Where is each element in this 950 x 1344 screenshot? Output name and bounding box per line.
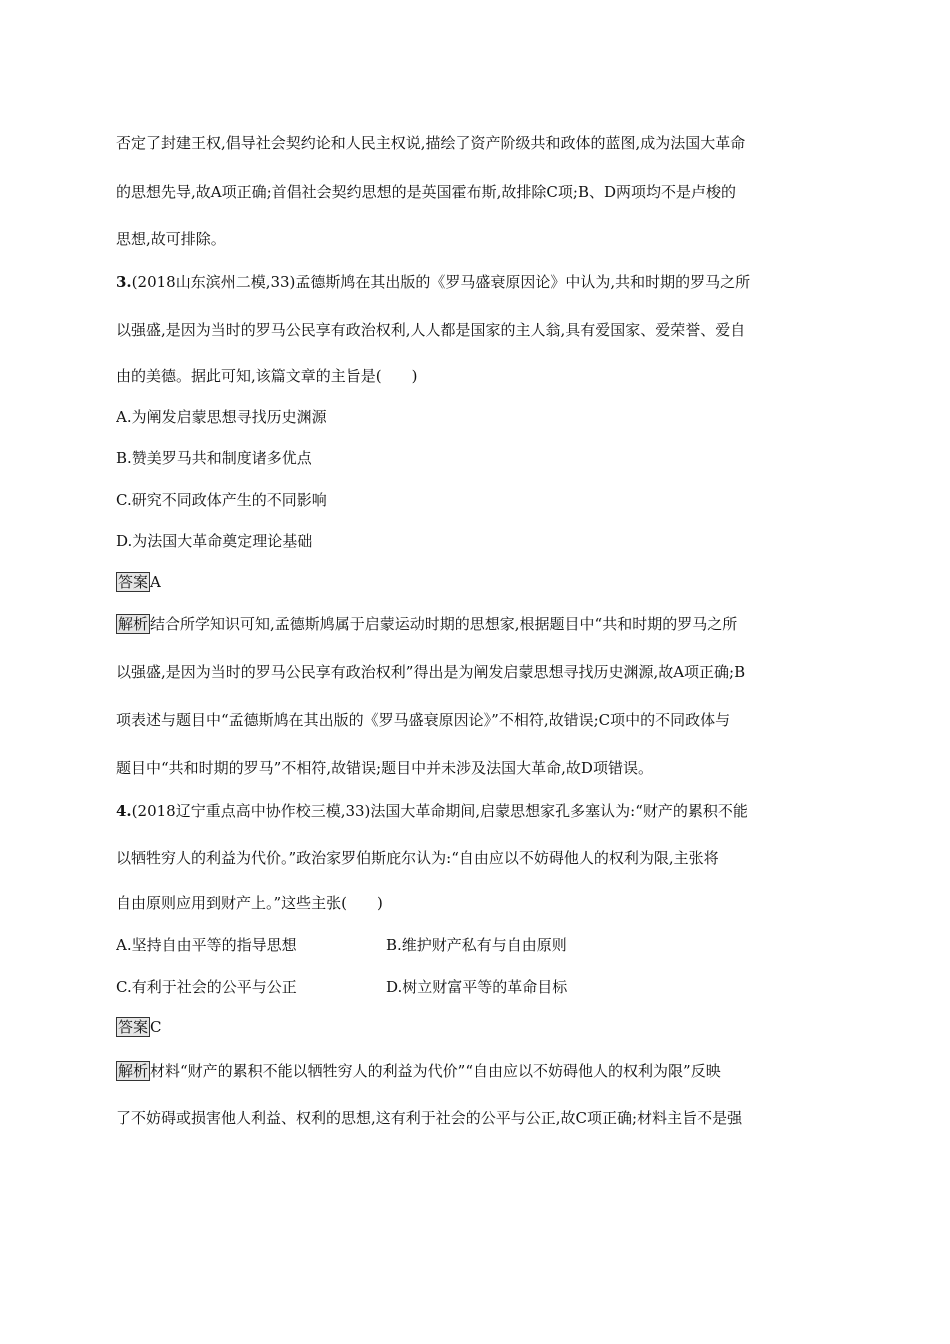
q3-option-a: A.为阐发启蒙思想寻找历史渊源 [116,408,327,426]
q4-option-b: B.维护财产私有与自由原则 [386,936,567,954]
explanation-tag: 解析 [118,615,149,633]
answer-tag: 答案 [118,1018,149,1036]
q4-option-d: D.树立财富平等的革命目标 [386,978,568,996]
q3-option-d: D.为法国大革命奠定理论基础 [116,532,313,550]
prev-explanation-line-2: 的思想先导,故A项正确;首倡社会契约思想的是英国霍布斯,故排除C项;B、D两项均不是卢梭的 [116,183,737,201]
q4-number: 4. [116,802,132,820]
q3-explanation-line-3: 项表述与题目中“孟德斯鸠在其出版的《罗马盛衰原因论》”不相符,故错误;C项中的不同政体与 [116,711,731,729]
q3-number: 3. [116,273,132,291]
q4-explanation-line-2: 了不妨碍或损害他人利益、权利的思想,这有利于社会的公平与公正,故C项正确;材料主旨不是强 [116,1109,743,1127]
prev-explanation-line-1: 否定了封建王权,倡导社会契约论和人民主权说,描绘了资产阶级共和政体的蓝图,成为法国大革命 [116,134,746,152]
q3-option-c: C.研究不同政体产生的不同影响 [116,491,327,509]
answer-tag: 答案 [118,573,149,591]
q3-stem-line-1: 3.(2018山东滨州二模,33)孟德斯鸠在其出版的《罗马盛衰原因论》中认为,共和时期的罗马之所 [116,273,751,291]
explanation-tag: 解析 [118,1062,149,1080]
q4-explanation-line-1: 解析 材料“财产的累积不能以牺牲穷人的利益为代价”“自由应以不妨碍他人的权利为限”反映 [118,1062,721,1080]
q4-stem-line-2: 以牺牲穷人的利益为代价。”政治家罗伯斯庇尔认为:“自由应以不妨碍他人的权利为限,主张将 [116,849,719,867]
prev-explanation-line-3: 思想,故可排除。 [116,230,226,248]
q3-answer [116,572,841,592]
q4-stem-line-3: 自由原则应用到财产上。”这些主张( ) [116,894,383,912]
q3-explanation-line-4: 题目中“共和时期的罗马”不相符,故错误;题目中并未涉及法国大革命,故D项错误。 [116,759,653,777]
q3-option-b: B.赞美罗马共和制度诸多优点 [116,449,312,467]
q4-option-a: A.坚持自由平等的指导思想 [116,936,297,954]
q4-answer-value: C [150,1018,162,1036]
q3-stem-line-3: 由的美德。据此可知,该篇文章的主旨是( ) [116,367,418,385]
q4-option-c: C.有利于社会的公平与公正 [116,978,297,996]
q4-options-row-2 [116,977,841,997]
q3-explanation-line-2: 以强盛,是因为当时的罗马公民享有政治权利”得出是为阐发启蒙思想寻找历史渊源,故A项正确;B [116,663,746,681]
q3-answer-value: A [150,573,161,591]
q4-stem-line-1: 4.(2018辽宁重点高中协作校三模,33)法国大革命期间,启蒙思想家孔多塞认为:“财产的累积不能 [116,802,748,820]
q3-explanation-line-1: 解析 结合所学知识可知,孟德斯鸠属于启蒙运动时期的思想家,根据题目中“共和时期的罗马之所 [118,615,738,633]
q4-answer [116,1017,841,1037]
q4-options-row-1 [116,935,841,955]
q3-stem-line-2: 以强盛,是因为当时的罗马公民享有政治权利,人人都是国家的主人翁,具有爱国家、爱荣誉、爱自 [116,321,746,339]
